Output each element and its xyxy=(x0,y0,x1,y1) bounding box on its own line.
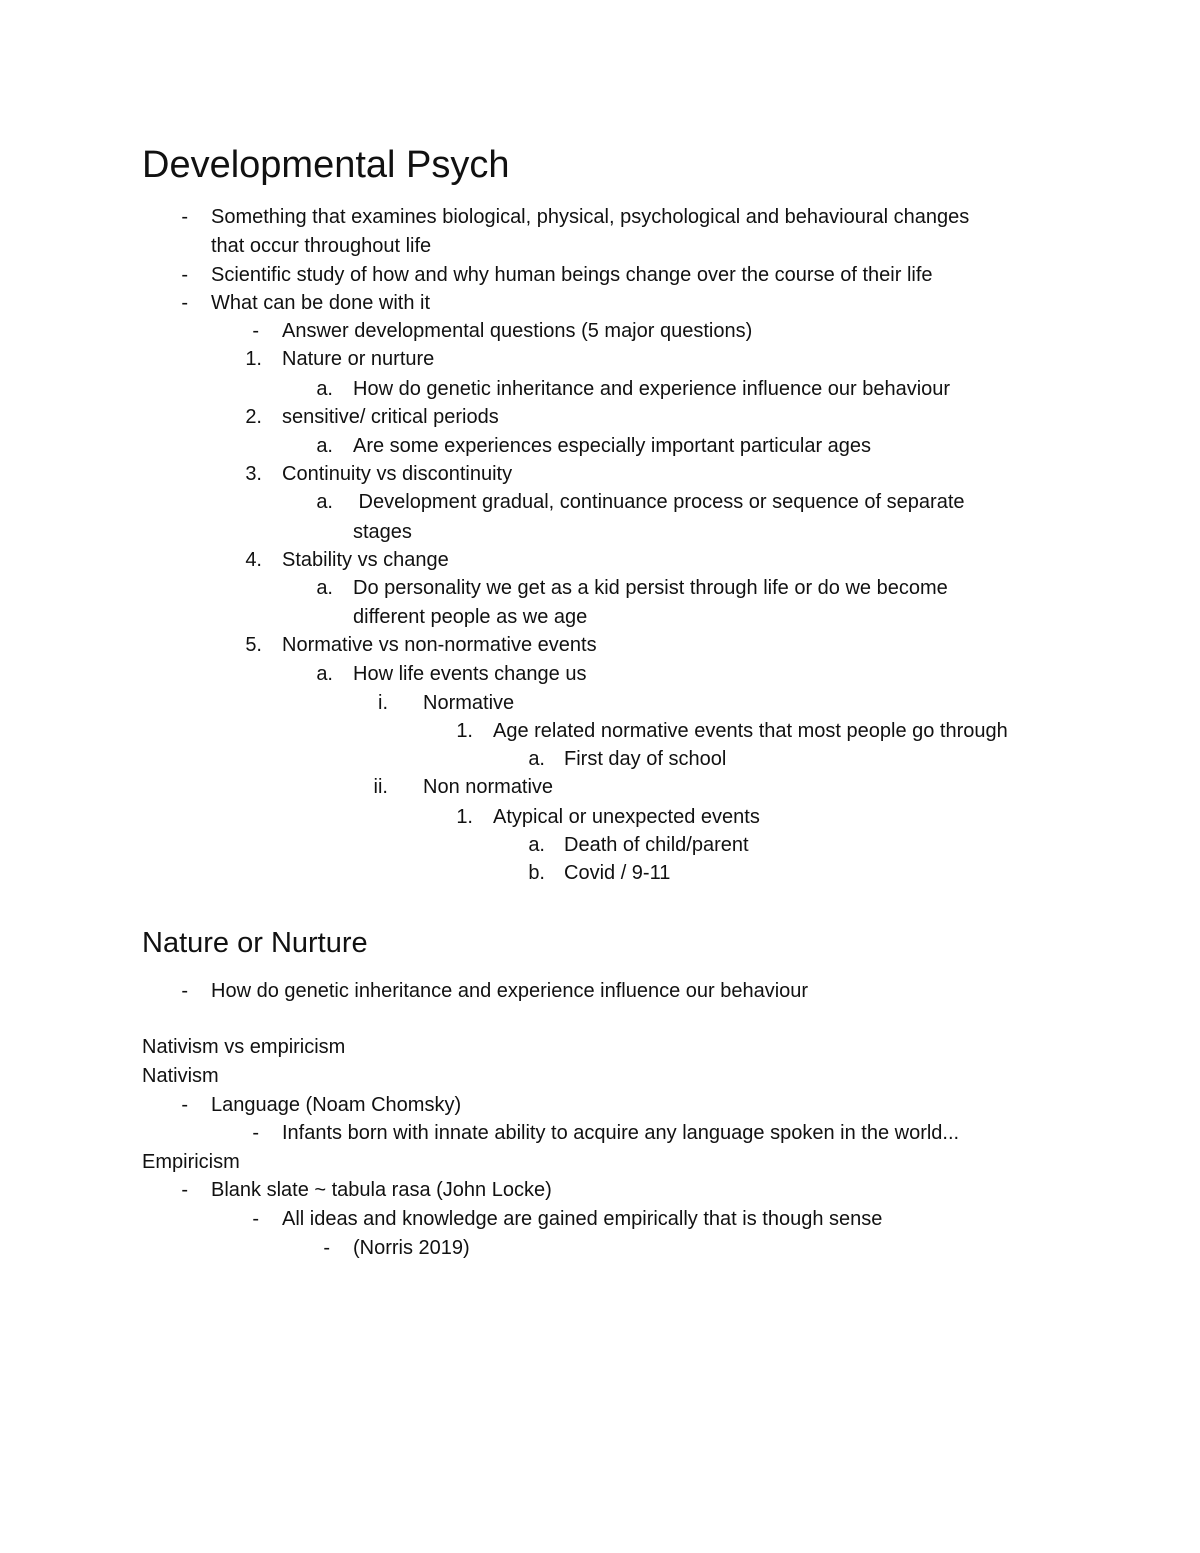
list-marker: 5. xyxy=(245,634,262,656)
list-item-text: What can be done with it xyxy=(211,292,431,314)
list-item-text: How do genetic inheritance and experience influence our behaviour xyxy=(211,980,809,1002)
list-item-text: Language (Noam Chomsky) xyxy=(211,1094,462,1116)
paragraph-text: Empiricism xyxy=(142,1151,240,1173)
list-marker: a. xyxy=(528,748,545,770)
list-marker: a. xyxy=(316,378,333,400)
list-item-text: sensitive/ critical periods xyxy=(282,406,499,428)
list-item-text: First day of school xyxy=(564,748,727,770)
list-marker: - xyxy=(181,292,188,314)
list-marker: - xyxy=(323,1237,330,1259)
list-item-text: Non normative xyxy=(423,776,554,798)
list-item-text: (Norris 2019) xyxy=(353,1237,470,1259)
list-marker: a. xyxy=(316,491,333,513)
list-marker: a. xyxy=(316,663,333,685)
list-marker: - xyxy=(252,320,259,342)
list-marker: - xyxy=(181,1094,188,1116)
list-marker: 3. xyxy=(245,463,262,485)
list-marker: a. xyxy=(316,577,333,599)
document-title: Developmental Psych xyxy=(142,144,510,186)
list-marker: - xyxy=(181,206,188,228)
list-item-text: Scientific study of how and why human beings change over the course of their life xyxy=(211,264,933,286)
list-item-text: stages xyxy=(353,521,412,543)
list-marker: - xyxy=(181,1179,188,1201)
list-item-text: How life events change us xyxy=(353,663,587,685)
list-marker: - xyxy=(252,1208,259,1230)
list-item-text: Answer developmental questions (5 major questions) xyxy=(282,320,753,342)
list-item-text: different people as we age xyxy=(353,606,588,628)
list-item-text: Age related normative events that most people go through xyxy=(493,720,1008,742)
paragraph-text: Nativism vs empiricism xyxy=(142,1036,346,1058)
list-item-text: How do genetic inheritance and experience influence our behaviour xyxy=(353,378,951,400)
list-marker: 1. xyxy=(456,806,473,828)
list-marker: ii. xyxy=(373,776,388,798)
list-item-text: Are some experiences especially important particular ages xyxy=(353,435,872,457)
list-marker: - xyxy=(181,264,188,286)
list-item-text: Something that examines biological, physical, psychological and behavioural changes xyxy=(211,206,970,228)
list-item-text: Death of child/parent xyxy=(564,834,749,856)
list-item-text: Continuity vs discontinuity xyxy=(282,463,513,485)
list-item-text: Infants born with innate ability to acquire any language spoken in the world... xyxy=(282,1122,960,1144)
list-item-text: Atypical or unexpected events xyxy=(493,806,760,828)
list-marker: - xyxy=(252,1122,259,1144)
list-item-text: that occur throughout life xyxy=(211,235,432,257)
list-item-text: Normative xyxy=(423,692,515,714)
section-heading: Nature or Nurture xyxy=(142,927,368,959)
list-marker: a. xyxy=(316,435,333,457)
list-marker: 1. xyxy=(245,348,262,370)
list-item-text: Nature or nurture xyxy=(282,348,435,370)
list-marker: 4. xyxy=(245,549,262,571)
list-item-text: Blank slate ~ tabula rasa (John Locke) xyxy=(211,1179,552,1201)
list-marker: - xyxy=(181,980,188,1002)
list-item-text: Stability vs change xyxy=(282,549,449,571)
list-item-text: Covid / 9-11 xyxy=(564,862,671,884)
list-item-text: Normative vs non-normative events xyxy=(282,634,597,656)
paragraph-text: Nativism xyxy=(142,1065,219,1087)
list-marker: 1. xyxy=(456,720,473,742)
list-item-text: All ideas and knowledge are gained empirically that is though sense xyxy=(282,1208,883,1230)
list-marker: b. xyxy=(528,862,545,884)
list-item-text: Development gradual, continuance process or sequence of separate xyxy=(353,491,965,513)
list-item-text: Do personality we get as a kid persist through life or do we become xyxy=(353,577,948,599)
list-marker: a. xyxy=(528,834,545,856)
list-marker: 2. xyxy=(245,406,262,428)
list-marker: i. xyxy=(378,692,388,714)
